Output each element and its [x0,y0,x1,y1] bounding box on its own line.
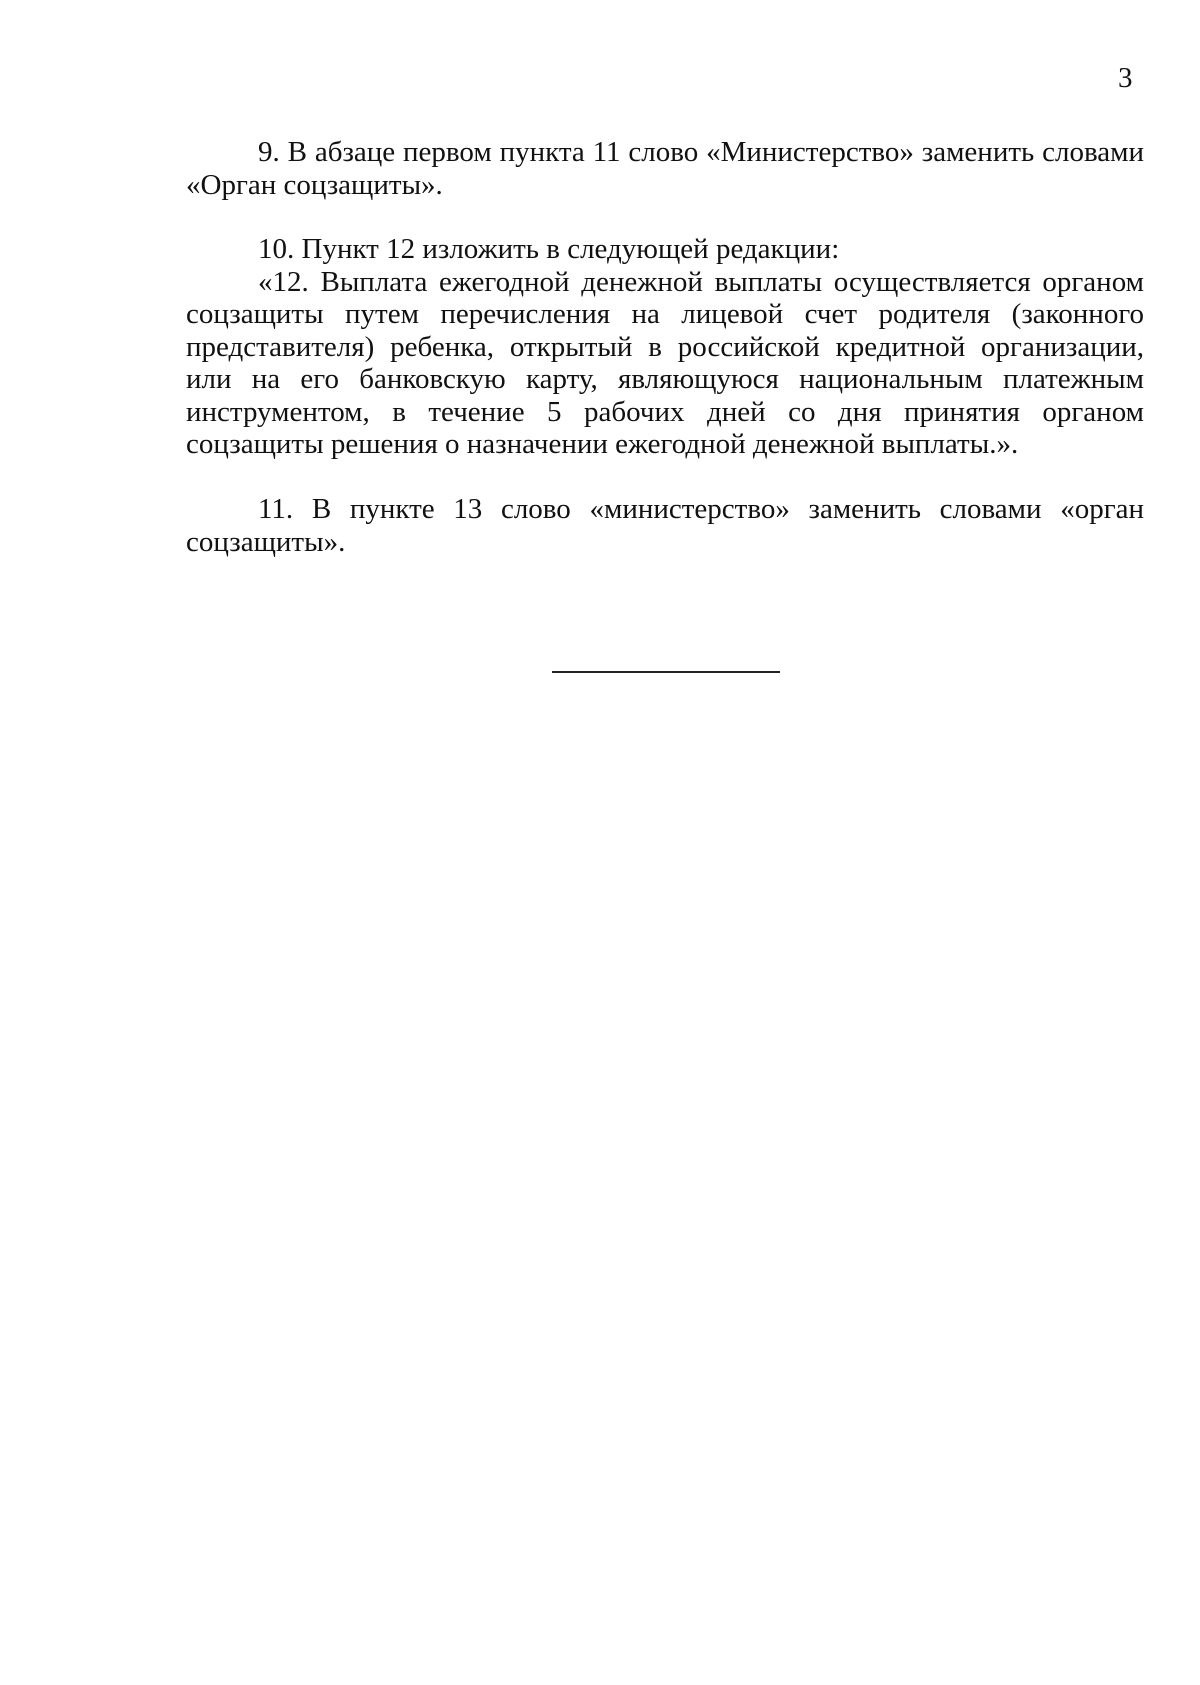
paragraph-10-intro: 10. Пункт 12 изложить в следующей редакции: [258,233,840,265]
paragraph-11: 11. В пункте 13 слово «министерство» заменить словами «орган соцзащиты». [186,493,1144,558]
paragraph-11-block [186,493,1144,558]
page-number: 3 [1118,62,1133,94]
paragraph-10-block [186,233,1144,461]
paragraph-9: 9. В абзаце первом пункта 11 слово «Министерство» заменить словами «Орган соцзащиты». [186,136,1144,201]
paragraph-10-quoted-text: «12. Выплата ежегодной денежной выплаты осуществляется органом соцзащиты путем перечисления на лицевой счет родителя (законного представителя) ребенка, открытый в российской кредитной организации, или на его банковскую карту, являющуюся национальным платежным инструментом, в течение 5 рабочих дней со дня принятия органом соцзащиты решения о назначении ежегодной денежной выплаты.». [186,265,1144,460]
end-of-text-rule [552,671,780,673]
paragraph-9-block [186,136,1144,201]
